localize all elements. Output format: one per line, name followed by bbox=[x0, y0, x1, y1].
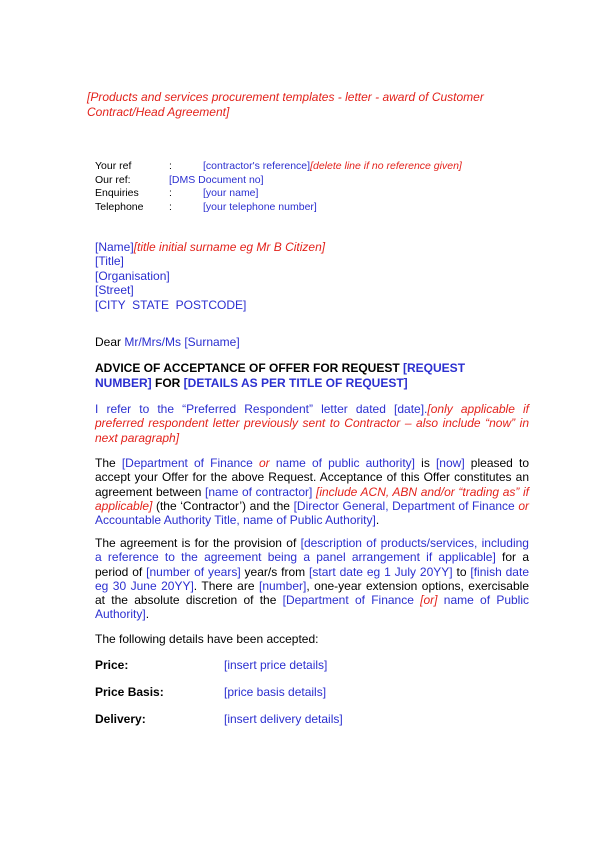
placeholder-request-number: [REQUEST NUMBER] bbox=[95, 361, 466, 390]
placeholder-contractor-reference: [contractor's reference] bbox=[203, 160, 311, 172]
placeholder-title: [Title] bbox=[95, 254, 124, 269]
ref-value bbox=[203, 160, 462, 174]
placeholder-name: [Name] bbox=[95, 240, 134, 254]
placeholder-telephone: [your telephone number] bbox=[203, 200, 317, 213]
ref-colon: : bbox=[169, 187, 172, 199]
detail-label: Price Basis: bbox=[95, 685, 164, 699]
ref-label: Our ref: bbox=[95, 173, 131, 186]
salutation: Dear Mr/Mrs/Ms [Surname] bbox=[95, 335, 240, 349]
address-name-line bbox=[95, 240, 325, 254]
ref-label: Telephone bbox=[95, 200, 144, 213]
paragraph-preferred-respondent: I refer to the “Preferred Respondent” letter dated [date].[only applicable if preferred respondent letter previously sent to Contractor – also include “now” in next paragraph] bbox=[95, 402, 530, 445]
ref-label: Enquiries bbox=[95, 187, 139, 199]
detail-label: Delivery: bbox=[95, 712, 146, 726]
ref-colon: : bbox=[169, 200, 172, 213]
instruction-note: [delete line if no reference given] bbox=[310, 160, 462, 172]
paragraph-details-intro: The following details have been accepted: bbox=[95, 632, 319, 646]
placeholder-your-name: [your name] bbox=[203, 187, 259, 199]
paragraph-acceptance: The [Department of Finance or name of public authority] is [now] pleased to accept your Offer for the above Request. Acceptance of this Offer constitutes an agreement between [name of contractor] [include ACN, ABN and/or “trading as” if applicable] (the ‘Contractor’) and the [Director General, Department of Finance or Accountable Authority Title, name of Public Authority]. bbox=[95, 456, 530, 528]
placeholder-dms-document: [DMS Document no] bbox=[169, 173, 264, 186]
paragraph-agreement-terms: The agreement is for the provision of [description of products/services, including a reference to the agreement being a panel arrangement if applicable] for a period of [number of years] year/s from [start date eg 1 July 20YY] to [finish date eg 30 June 20YY]. There are [number], one-year extension options, exercisable at the absolute discretion of the [Department of Finance [or] name of Public Authority]. bbox=[95, 536, 530, 622]
placeholder-price-basis: [price basis details] bbox=[224, 685, 327, 699]
ref-colon: : bbox=[169, 160, 172, 172]
placeholder-street: [Street] bbox=[95, 283, 134, 298]
placeholder-organisation: [Organisation] bbox=[95, 268, 170, 283]
ref-label: Your ref bbox=[95, 160, 132, 172]
placeholder-request-title: [DETAILS AS PER TITLE OF REQUEST] bbox=[183, 375, 408, 390]
template-header-note: [Products and services procurement templates - letter - award of Customer Contract/Head Agreement] bbox=[87, 90, 484, 119]
recipient-address bbox=[95, 240, 325, 312]
placeholder-price: [insert price details] bbox=[224, 658, 328, 672]
instruction-note: [title initial surname eg Mr B Citizen] bbox=[133, 240, 326, 254]
placeholder-city-state-postcode: [CITY STATE POSTCODE] bbox=[95, 297, 247, 312]
detail-label: Price: bbox=[95, 658, 129, 672]
letter-heading: ADVICE OF ACCEPTANCE OF OFFER FOR REQUEST [REQUEST NUMBER] FOR [DETAILS AS PER TITLE OF REQUEST] bbox=[95, 361, 466, 390]
placeholder-delivery: [insert delivery details] bbox=[224, 712, 343, 726]
instruction-note: [only applicable if preferred respondent letter previously sent to Contractor – also include “now” in next paragraph] bbox=[95, 402, 530, 445]
placeholder-surname: Mr/Mrs/Ms [Surname] bbox=[124, 335, 240, 349]
